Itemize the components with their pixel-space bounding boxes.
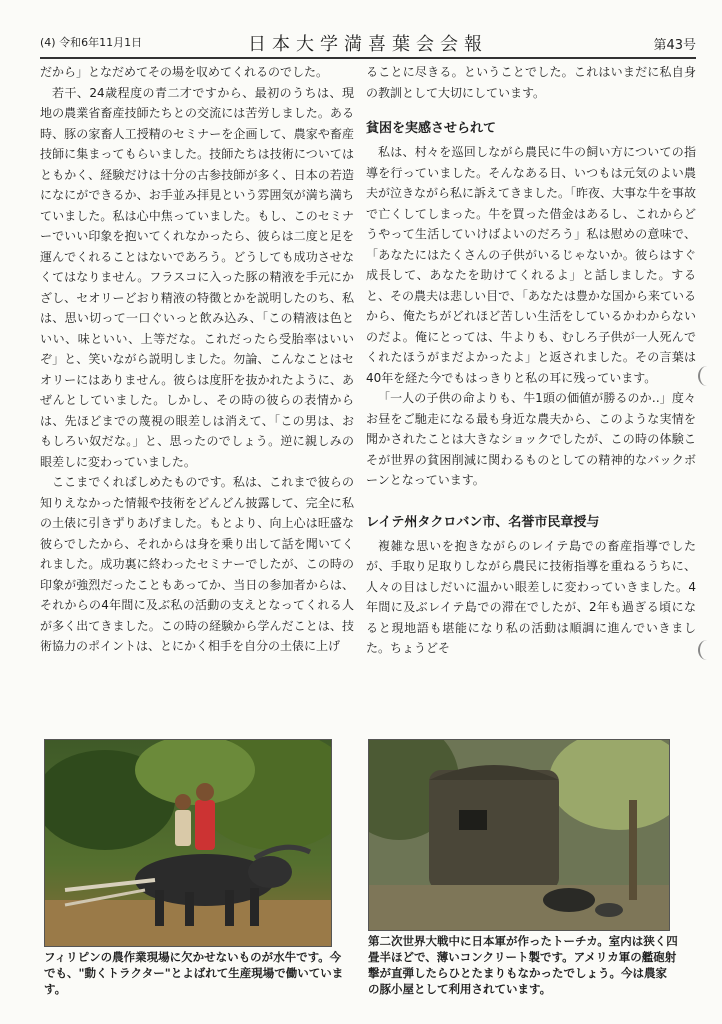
right-column [366, 62, 696, 659]
paragraph: 私は、村々を巡回しながら農民に牛の飼い方についての指導を行っていました。そんなある日、いつもは元気のよい農夫が泣きながら私に訴えてきました。「昨夜、大事な牛を事故で亡くしてしまった。牛を買った借金はあるし、これからどうやって生活していけばよいのだろう」私は慰めの意味で、「あなたにはたくさんの子供がいるじゃないか。彼らはすぐ成長して、あなたを助けてくれるよ」と話しました。すると、その農夫は悲しい目で、「あなたは豊かな国から来ているから、俺たちがどれほど苦しい生活をしているかわからないのだよ。俺にとっては、牛よりも、むしろ子供が一人死んでくれたほうがまだよかったよ」と返されました。その言葉は40年を経た今でもはっきりと私の耳に残っています。 [366, 145, 697, 385]
photo-water-buffalo [44, 739, 332, 947]
issue-number: 第43号 [653, 38, 696, 53]
photo-caption: 第二次世界大戦中に日本軍が作ったトーチカ。室内は狭く四畳半ほどで、薄いコンクリート製です。アメリカ軍の艦砲射撃が直弾したらひとたまりもなかったでしょう。今は農家の豚小屋として利用されています。 [368, 934, 678, 996]
paragraph: 複雑な思いを抱きながらのレイテ島での畜産指導でしたが、手取り足取りしながら農民に技術指導を重ねるうちに、人々の目はしだいに温かい眼差しに変わっていきました。4年間に及ぶレイテ島での滞在でしたが、2年も過ぎる頃になると現地語も堪能になり私の活動は順調に進んでいきました。ちょうどそ [366, 538, 696, 655]
page-header [40, 30, 696, 56]
newsletter-title: 日本大学満喜葉会会報 [248, 34, 488, 55]
section-heading: レイテ州タクロバン市、名誉市民章授与 [366, 514, 600, 530]
paragraph: 「一人の子供の命よりも、牛1頭の価値が勝るのか‥」度々お昼をご馳走になる最も身近な農夫から、このような実情を聞かされたことは大きなショックでしたが、この時の体験こそが世界の貧困削減に関わるものとしての精神的なバックボーンとなっています。 [366, 391, 696, 487]
binder-hole-mark [698, 640, 716, 660]
binder-hole-mark [698, 366, 716, 386]
photo-pillbox [368, 739, 670, 931]
photo-caption: フィリピンの農作業現場に欠かせないものが水牛です。今でも、"動くトラクター"とよばれて生産現場で働いています。 [44, 950, 344, 996]
paragraph: ることに尽きる。ということでした。これはいまだに私自身の教訓として大切にしています。 [366, 65, 696, 100]
section-heading: 貧困を実感させられて [366, 121, 497, 136]
left-column [40, 62, 354, 657]
paragraph: だから」となだめてその場を収めてくれるのでした。 [40, 65, 329, 79]
page-number-and-date: (4) 令和6年11月1日 [40, 36, 143, 49]
paragraph: 若干、24歳程度の青二才ですから、最初のうちは、現地の農業省畜産技師たちとの交流には苦労しました。ある時、豚の家畜人工授精のセミナーを企画して、農家や畜産技師に集まってもらいました。技師たちは技術についてはともかく、経験だけは十分の古参技師が多く、日本の若造になにができるか、お手並み拝見という雰囲気が満ち満ちていました。私は心中焦っていました。もし、このセミナーでいい印象を抱いてくれなかったら、彼らは二度と足を運んでくれることはないであろう。どうしても成功させなくてはなりません。フラスコに入った豚の精液を手元にかざし、セオリーどおり精液の特徴とかを説明したのち、私は、思い切って一口ぐいっと飲み込み、「この精液は色といい、味といい、上等だな。これだったら受胎率はいいぞ」と、笑いながら説明しました。勿論、こんなことはセオリーにはありません。彼らは度肝を抜かれたように、あぜんとしていました。しかし、その時の彼らの表情からは、先ほどまでの蔑視の眼差しは消えて、「この男は、おもしろい奴だな。」と、思ったのでしょう。逆に親しみの眼差しに変わっていました。 [40, 85, 354, 469]
paragraph: ここまでくればしめたものです。私は、これまで彼らの知りえなかった情報や技術をどんどん披露して、完全に私の土俵に引きずりあげました。もとより、向上心は旺盛な彼らでしたから、それからは身を乗り出して話を聞いてくれました。成功裏に終わったセミナーでしたが、この時の印象が強烈だったこともあってか、当日の参加者からは、それからの4年間に及ぶ私の活動の支えとなってくれる人が多く出てきました。この時の経験から学んだことは、技術協力のポイントは、とにかく相手を自分の土俵に上げ [40, 475, 354, 653]
header-rule [40, 57, 696, 59]
